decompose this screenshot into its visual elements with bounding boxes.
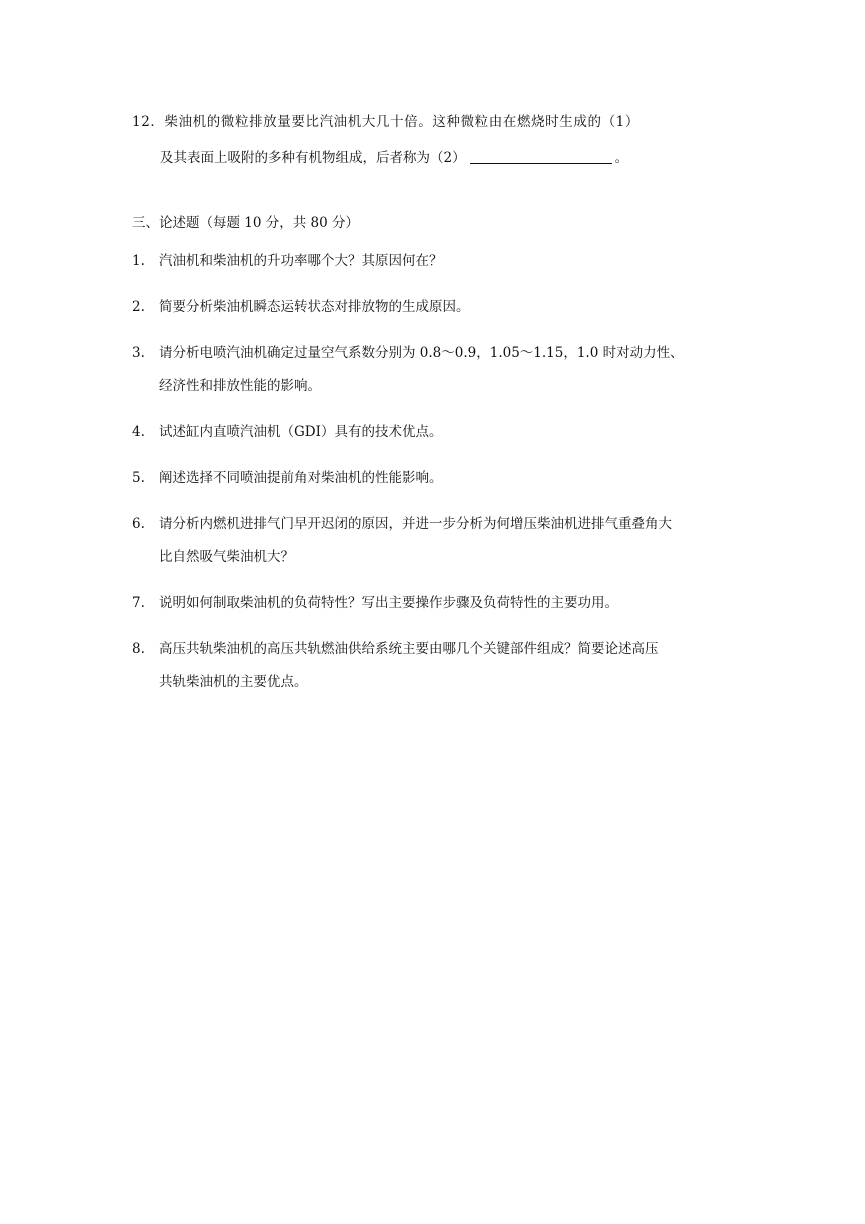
question-text-line: 阐述选择不同喷油提前角对柴油机的性能影响。: [159, 470, 443, 486]
question-12-line-2: [160, 148, 628, 168]
essay-question: [132, 416, 752, 449]
question-text: [159, 245, 752, 278]
question-12-line-2-end: 。: [614, 150, 629, 166]
question-number: 2.: [132, 299, 145, 315]
essay-question: [132, 508, 752, 574]
essay-question: [132, 291, 752, 324]
question-number: 6.: [132, 516, 145, 532]
question-text-line: 经济性和排放性能的影响。: [159, 378, 321, 394]
question-text-line: 说明如何制取柴油机的负荷特性？写出主要操作步骤及负荷特性的主要功用。: [159, 595, 618, 611]
question-text-line: 请分析电喷汽油机确定过量空气系数分别为 0.8～0.9，1.05～1.15，1.0 时对动力性、: [159, 345, 684, 361]
question-number: 3.: [132, 345, 145, 361]
essay-question: [132, 245, 752, 278]
question-number: 1.: [132, 253, 145, 269]
question-text: [159, 587, 752, 620]
question-text-line: 比自然吸气柴油机大？: [159, 549, 294, 565]
essay-question: [132, 587, 752, 620]
question-text: [159, 416, 752, 449]
section-title: 三、论述题（每题 10 分，共 80 分）: [132, 215, 360, 231]
question-text-line: 汽油机和柴油机的升功率哪个大？其原因何在？: [159, 253, 443, 269]
question-number: 7.: [132, 595, 145, 611]
question-text-line: 高压共轨柴油机的高压共轨燃油供给系统主要由哪几个关键部件组成？简要论述高压: [159, 641, 659, 657]
question-text: [159, 337, 752, 403]
question-text: [159, 633, 752, 699]
answer-blank[interactable]: [470, 149, 612, 164]
question-text-line: 共轨柴油机的主要优点。: [159, 674, 308, 690]
question-12-line-2-text: 及其表面上吸附的多种有机物组成，后者称为（2）: [160, 150, 466, 166]
question-number: 5.: [132, 470, 145, 486]
question-text: [159, 462, 752, 495]
essay-question: [132, 337, 752, 403]
essay-question: [132, 462, 752, 495]
question-number: 8.: [132, 641, 145, 657]
question-12-line-1: 12．柴油机的微粒排放量要比汽油机大几十倍。这种微粒由在燃烧时生成的（1）: [132, 114, 639, 130]
question-text: [159, 291, 752, 324]
question-text-line: 简要分析柴油机瞬态运转状态对排放物的生成原因。: [159, 299, 470, 315]
essay-question: [132, 633, 752, 699]
question-text: [159, 508, 752, 574]
question-text-line: 请分析内燃机进排气门早开迟闭的原因，并进一步分析为何增压柴油机进排气重叠角大: [159, 516, 672, 532]
question-number: 4.: [132, 424, 145, 440]
essay-question-list: [132, 245, 752, 712]
question-text-line: 试述缸内直喷汽油机（GDI）具有的技术优点。: [159, 424, 443, 440]
